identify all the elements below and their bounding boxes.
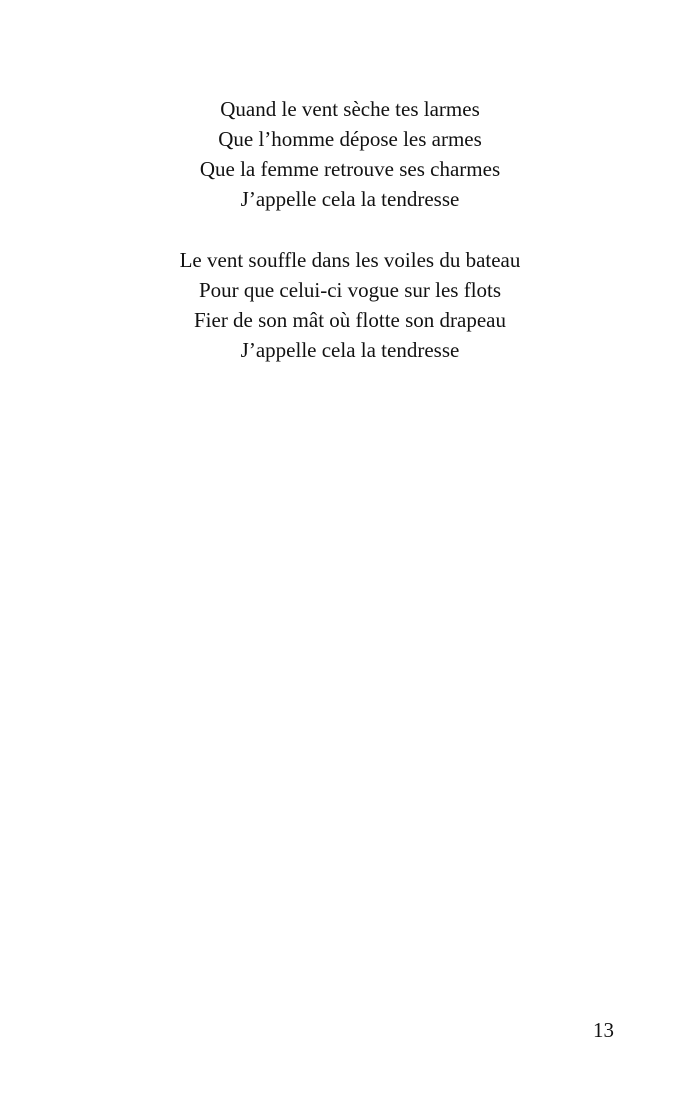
- poem-stanza-2: [0, 245, 700, 365]
- poem-stanza-1: [0, 94, 700, 214]
- poem-line: Que l’homme dépose les armes: [218, 127, 482, 151]
- poem-line: Pour que celui-ci vogue sur les flots: [198, 278, 502, 302]
- poem-line: J’appelle cela la tendresse: [240, 187, 460, 211]
- poem-line: Que la femme retrouve ses charmes: [199, 157, 501, 181]
- poem-line: Quand le vent sèche tes larmes: [220, 97, 480, 121]
- poem-line: Le vent souffle dans les voiles du bateau: [179, 248, 521, 272]
- page-number: 13: [593, 1018, 614, 1042]
- poem-line: Fier de son mât où flotte son drapeau: [193, 308, 506, 332]
- poem-line: J’appelle cela la tendresse: [240, 338, 460, 362]
